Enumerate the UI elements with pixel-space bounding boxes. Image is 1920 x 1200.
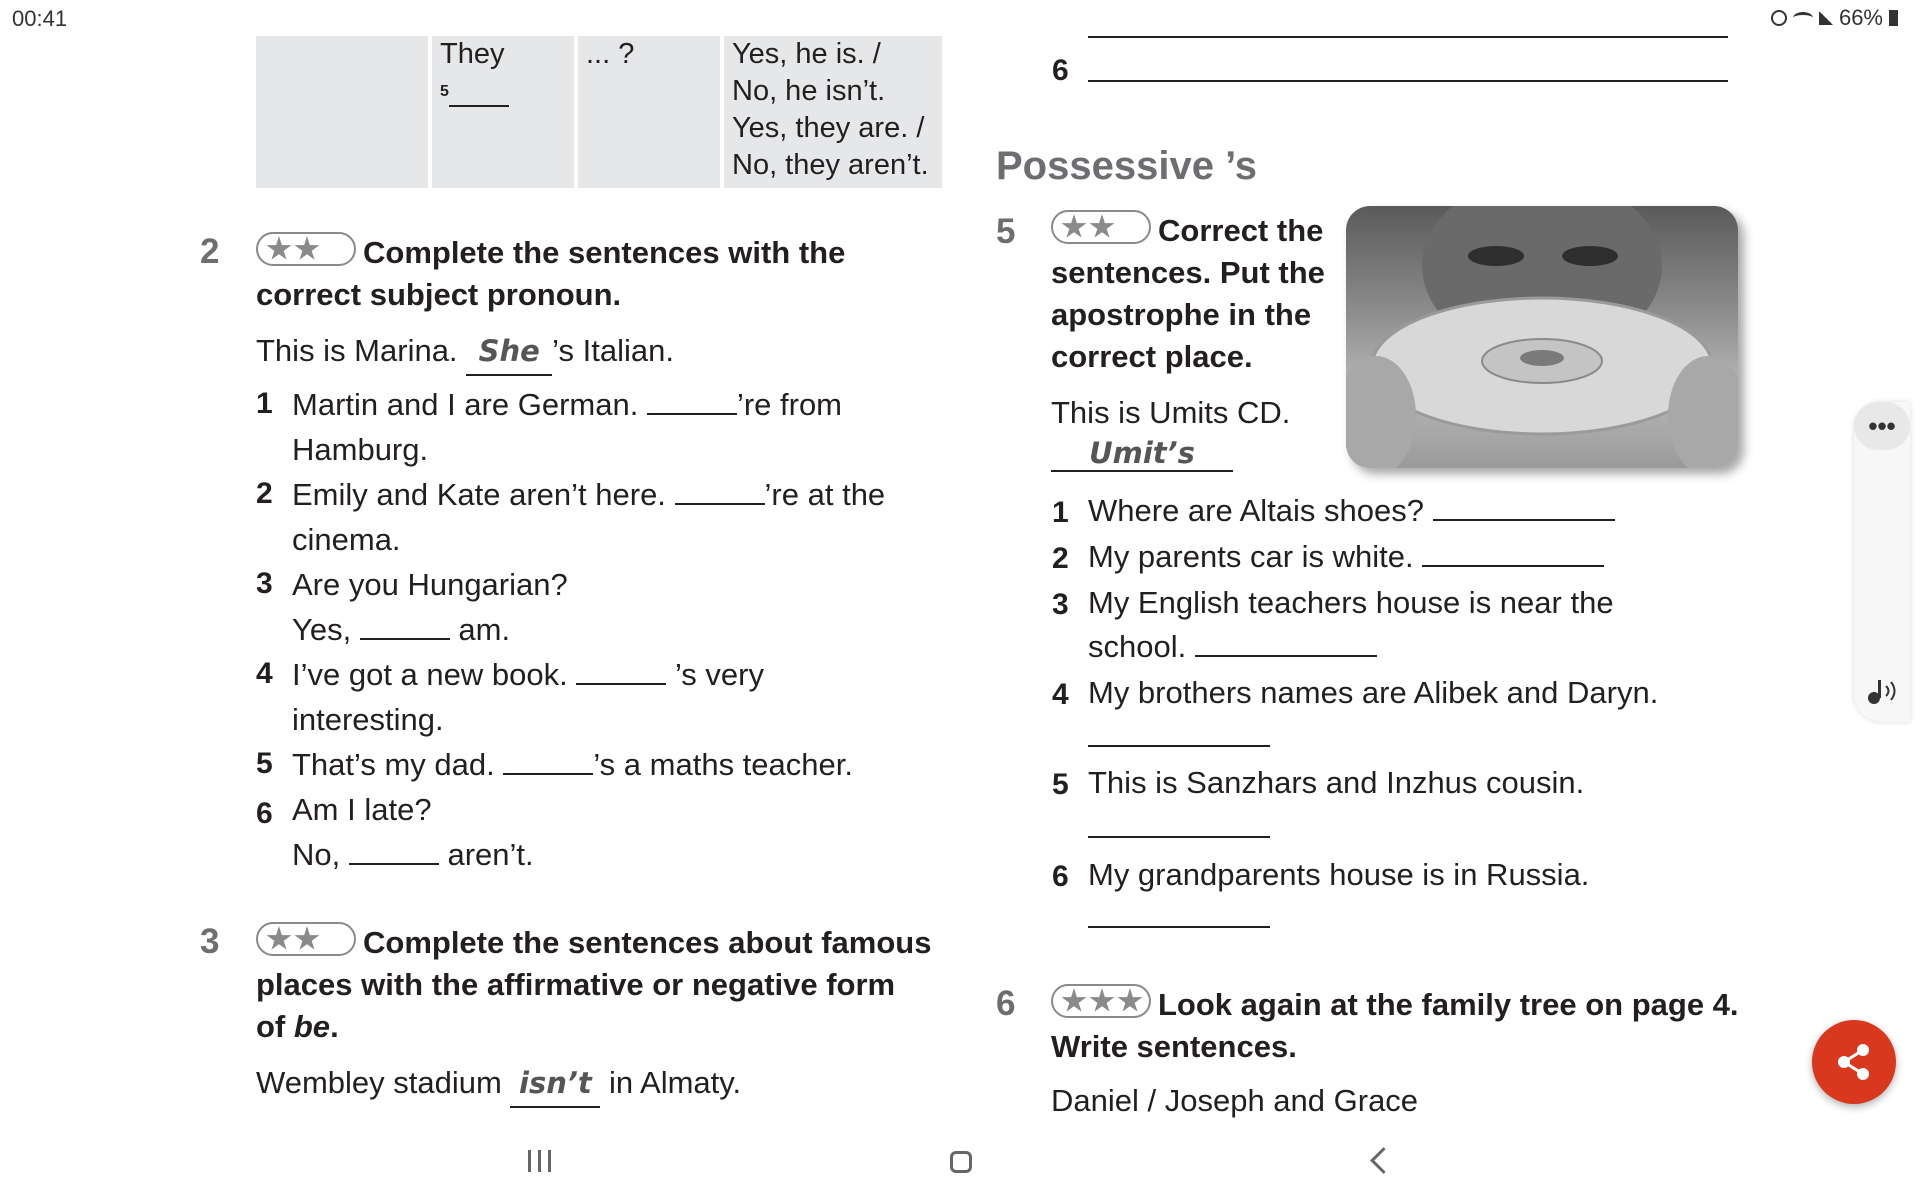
battery-percent: 66% bbox=[1838, 5, 1883, 30]
table-text: ... ? bbox=[586, 38, 635, 70]
music-note-icon bbox=[1864, 676, 1900, 706]
answer-blank bbox=[1195, 633, 1377, 657]
item-text: ’s very bbox=[666, 657, 764, 692]
item-number: 2 bbox=[256, 477, 273, 510]
item-text: Am I late? bbox=[292, 792, 432, 827]
item-number: 6 bbox=[1052, 54, 1069, 87]
item-text: Are you Hungarian? bbox=[292, 567, 568, 602]
list-item bbox=[1088, 624, 1377, 669]
item-text: Hamburg. bbox=[292, 432, 429, 467]
answer-blank bbox=[360, 616, 450, 640]
more-options-button[interactable]: ••• bbox=[1854, 402, 1910, 450]
item-text: ’re at the bbox=[764, 477, 886, 512]
signal-icon bbox=[1819, 11, 1833, 25]
instruction-text: of bbox=[256, 1009, 294, 1044]
example-answer: She bbox=[466, 329, 552, 376]
item-number: 5 bbox=[256, 747, 273, 780]
table-text: Yes, he is. / bbox=[732, 38, 881, 70]
exercise-instruction bbox=[256, 1006, 339, 1048]
list-item bbox=[292, 607, 510, 652]
star-icon bbox=[266, 236, 292, 262]
example-answer: isn’t bbox=[510, 1061, 600, 1108]
exercise-number: 5 bbox=[996, 212, 1016, 251]
list-item bbox=[292, 472, 885, 517]
difficulty-stars bbox=[1051, 984, 1151, 1018]
item-number: 6 bbox=[1052, 860, 1069, 893]
list-item bbox=[292, 742, 853, 787]
table-text: They bbox=[440, 38, 505, 70]
answer-blank bbox=[675, 481, 765, 505]
item-number: 4 bbox=[256, 657, 273, 690]
example-sentence: Daniel / Joseph and Grace bbox=[1051, 1083, 1419, 1118]
star-icon bbox=[1117, 988, 1143, 1014]
answer-blank bbox=[503, 751, 593, 775]
star-icon bbox=[1061, 214, 1087, 240]
exercise-number: 2 bbox=[200, 232, 220, 271]
item-text: cinema. bbox=[292, 522, 401, 557]
star-icon bbox=[294, 926, 320, 952]
star-icon bbox=[266, 926, 292, 952]
item-text: My parents car is white. bbox=[1088, 539, 1423, 574]
exercise-instruction: places with the affirmative or negative form bbox=[256, 967, 896, 1002]
example-text: This is Marina. bbox=[256, 333, 467, 368]
table-cell-pronoun bbox=[432, 36, 574, 188]
item-text: ’s a maths teacher. bbox=[593, 747, 853, 782]
item-text: Where are Altais shoes? bbox=[1088, 493, 1433, 528]
item-text: This is Sanzhars and Inzhus cousin. bbox=[1088, 765, 1585, 800]
item-number: 1 bbox=[256, 387, 273, 420]
item-text: My grandparents house is in Russia. bbox=[1088, 857, 1590, 892]
answer-line bbox=[1088, 36, 1728, 38]
status-icons bbox=[1771, 5, 1898, 31]
blank-number: 5 bbox=[440, 83, 449, 100]
blank-line bbox=[449, 83, 509, 107]
table-blank-5 bbox=[440, 73, 574, 117]
side-toolbar bbox=[1854, 402, 1910, 722]
item-number: 4 bbox=[1052, 678, 1069, 711]
item-text: aren’t. bbox=[438, 837, 534, 872]
example-sentence: This is Umits CD. bbox=[1051, 395, 1291, 430]
answer-blank bbox=[1422, 543, 1604, 567]
recent-apps-button[interactable] bbox=[528, 1150, 552, 1172]
list-item bbox=[292, 652, 764, 697]
item-text: Emily and Kate aren’t here. bbox=[292, 477, 675, 512]
item-text: ’re from bbox=[736, 387, 843, 422]
item-text: That’s my dad. bbox=[292, 747, 504, 782]
exercise-instruction: sentences. Put the bbox=[1051, 255, 1325, 290]
section-heading: Possessive ’s bbox=[996, 144, 1257, 188]
difficulty-stars bbox=[256, 232, 356, 266]
list-item bbox=[292, 382, 842, 427]
item-text: Martin and I are German. bbox=[292, 387, 647, 422]
example-text: in Almaty. bbox=[600, 1065, 742, 1100]
star-icon bbox=[1061, 988, 1087, 1014]
exercise-instruction: Complete the sentences about famous bbox=[363, 925, 932, 960]
answer-line bbox=[1088, 745, 1270, 747]
wifi-icon bbox=[1793, 12, 1813, 24]
table-text: Yes, they are. / bbox=[732, 112, 925, 144]
exercise-instruction: apostrophe in the bbox=[1051, 297, 1312, 332]
table-cell-empty bbox=[256, 36, 428, 188]
exercise-instruction: Complete the sentences with the bbox=[363, 235, 846, 270]
instruction-text: . bbox=[330, 1009, 339, 1044]
cd-photo bbox=[1346, 206, 1738, 468]
exercise-instruction: correct place. bbox=[1051, 339, 1253, 374]
item-text: Yes, bbox=[292, 612, 360, 647]
item-text: No, bbox=[292, 837, 349, 872]
share-button[interactable] bbox=[1812, 1020, 1896, 1104]
star-icon bbox=[1089, 214, 1115, 240]
answer-blank bbox=[1433, 497, 1615, 521]
item-number: 5 bbox=[1052, 768, 1069, 801]
item-number: 3 bbox=[1052, 588, 1069, 621]
battery-icon bbox=[1889, 10, 1898, 26]
item-text: am. bbox=[449, 612, 511, 647]
example-answer: Umit’s bbox=[1051, 436, 1233, 472]
difficulty-stars bbox=[256, 922, 356, 956]
alarm-icon bbox=[1771, 10, 1787, 26]
answer-blank bbox=[349, 841, 439, 865]
item-text: My brothers names are Alibek and Daryn. bbox=[1088, 675, 1659, 710]
table-cell-question bbox=[578, 36, 720, 188]
home-button[interactable] bbox=[950, 1151, 972, 1173]
share-icon bbox=[1812, 1020, 1896, 1104]
table-cell-answers bbox=[724, 36, 942, 188]
example-text: Wembley stadium bbox=[256, 1065, 511, 1100]
item-text: My English teachers house is near the bbox=[1088, 585, 1614, 620]
table-text: No, they aren’t. bbox=[732, 149, 929, 181]
item-text: school. bbox=[1088, 629, 1195, 664]
man-holding-cd-image bbox=[1346, 206, 1738, 468]
example-sentence bbox=[256, 328, 674, 376]
answer-blank bbox=[647, 391, 737, 415]
example-text: ’s Italian. bbox=[552, 333, 674, 368]
audio-icon[interactable] bbox=[1864, 676, 1900, 706]
answer-line bbox=[1088, 80, 1728, 82]
item-number: 6 bbox=[256, 797, 273, 830]
status-time: 00:41 bbox=[12, 6, 68, 31]
instruction-emphasis: be bbox=[293, 1009, 331, 1044]
item-text: I’ve got a new book. bbox=[292, 657, 577, 692]
list-item bbox=[1088, 488, 1615, 533]
item-number: 3 bbox=[256, 567, 273, 600]
answer-blank bbox=[576, 661, 666, 685]
item-number: 2 bbox=[1052, 542, 1069, 575]
difficulty-stars bbox=[1051, 210, 1151, 244]
star-icon bbox=[294, 236, 320, 262]
answer-line bbox=[1088, 836, 1270, 838]
table-text: No, he isn’t. bbox=[732, 75, 886, 107]
item-text: interesting. bbox=[292, 702, 444, 737]
exercise-instruction: Correct the bbox=[1158, 213, 1324, 248]
exercise-instruction: correct subject pronoun. bbox=[256, 277, 622, 312]
list-item bbox=[292, 832, 534, 877]
star-icon bbox=[1089, 988, 1115, 1014]
answer-line bbox=[1088, 926, 1270, 928]
example-sentence bbox=[256, 1060, 741, 1108]
exercise-instruction: Write sentences. bbox=[1051, 1029, 1297, 1064]
example-answer-wrap bbox=[1051, 436, 1233, 472]
exercise-number: 3 bbox=[200, 922, 220, 961]
exercise-number: 6 bbox=[996, 984, 1016, 1023]
exercise-instruction: Look again at the family tree on page 4. bbox=[1158, 987, 1739, 1022]
item-number: 1 bbox=[1052, 496, 1069, 529]
list-item bbox=[1088, 534, 1604, 579]
